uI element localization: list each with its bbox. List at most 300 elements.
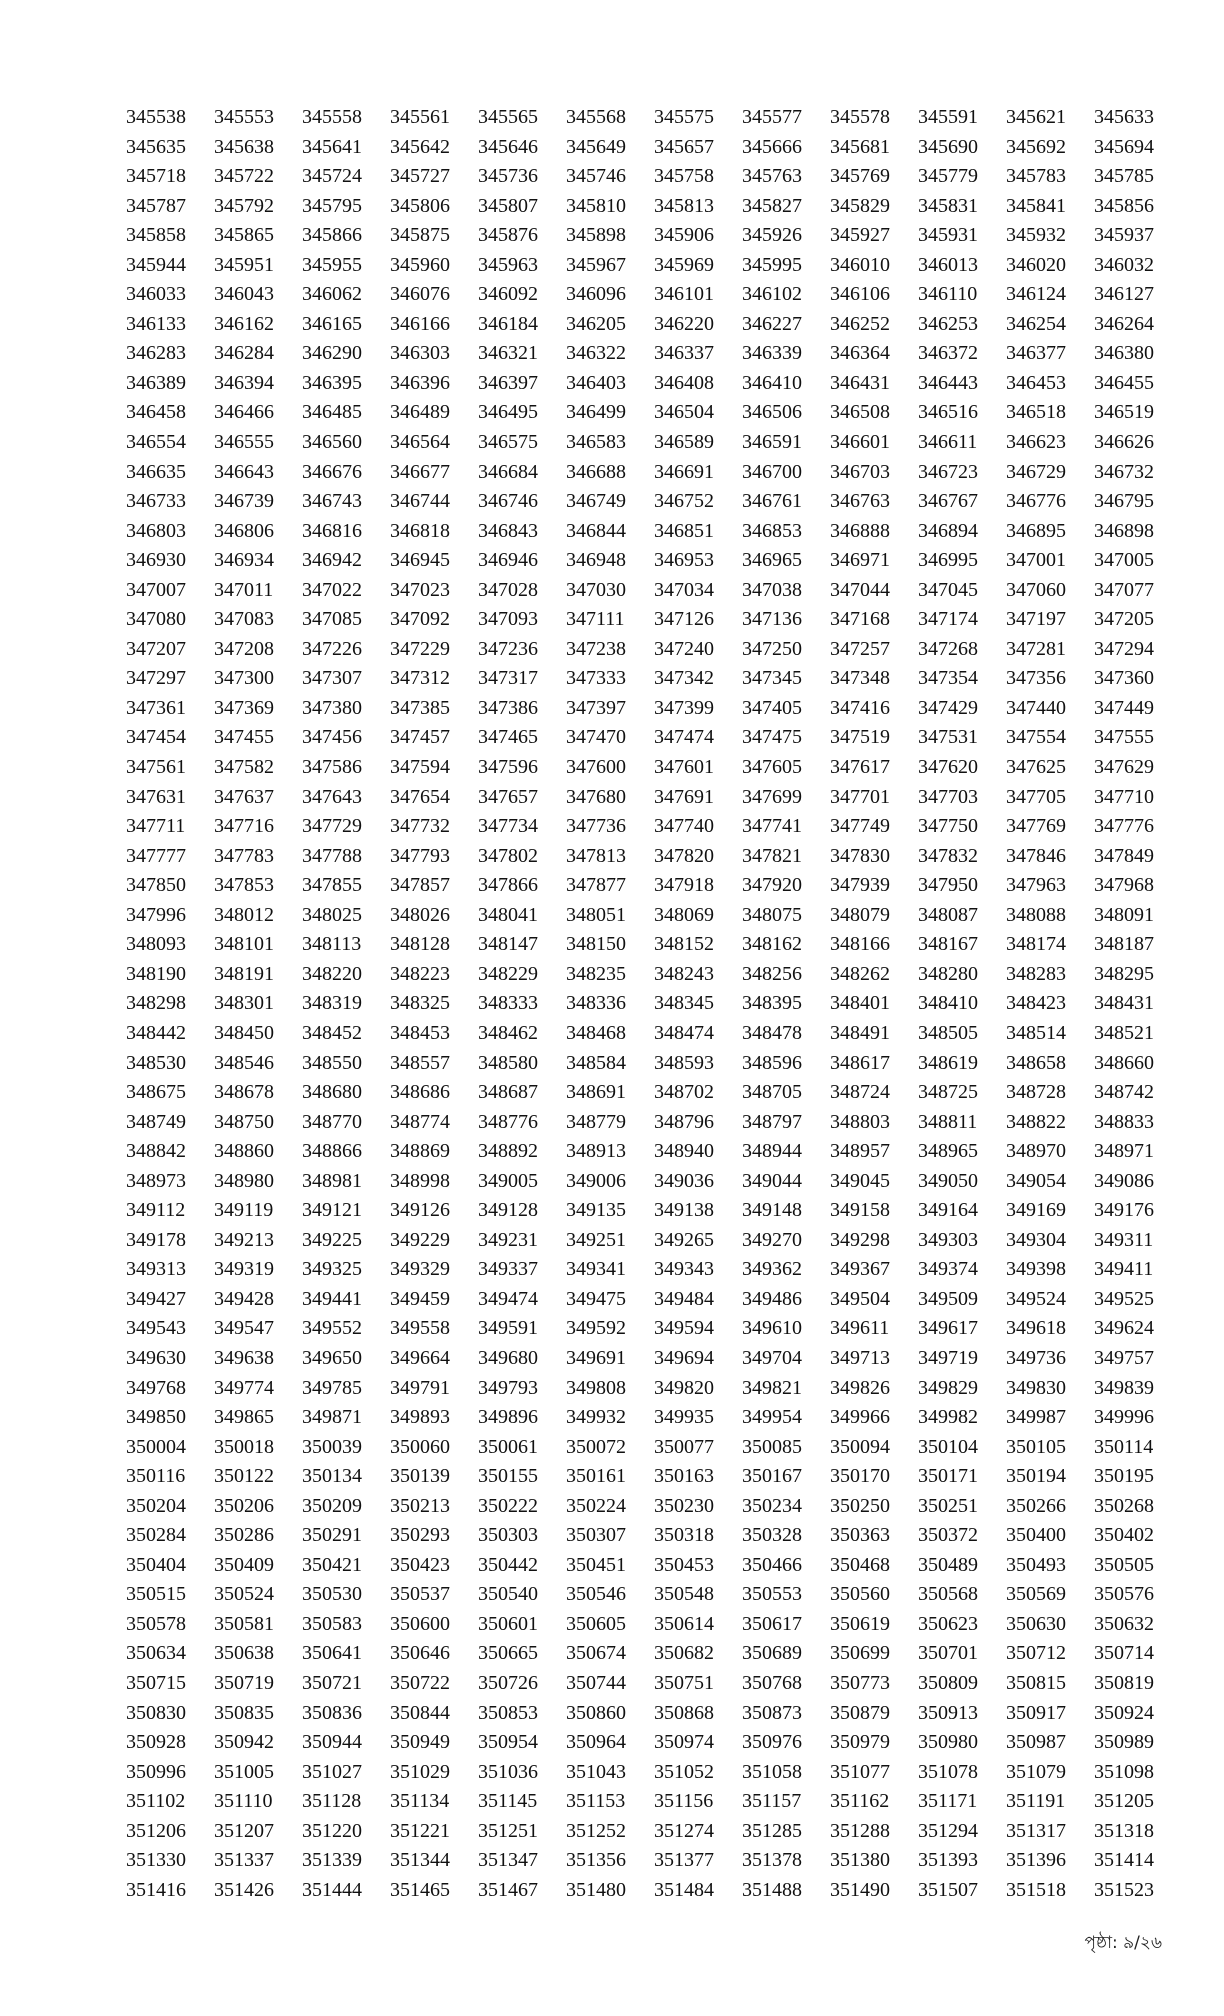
roll-number: 347996 — [126, 903, 186, 926]
roll-number: 346948 — [566, 549, 626, 572]
roll-number: 348491 — [830, 1021, 890, 1044]
roll-number: 346403 — [566, 371, 626, 394]
roll-number: 347399 — [654, 696, 714, 719]
roll-number: 348860 — [214, 1140, 274, 1163]
roll-number: 348079 — [830, 903, 890, 926]
roll-number: 346700 — [742, 460, 802, 483]
roll-number: 345577 — [742, 106, 802, 128]
roll-number: 350155 — [478, 1465, 538, 1488]
roll-number: 346554 — [126, 431, 186, 454]
roll-number: 348087 — [918, 903, 978, 926]
roll-number: 347093 — [478, 608, 538, 631]
roll-number: 345967 — [566, 253, 626, 276]
roll-number: 349757 — [1094, 1346, 1154, 1369]
roll-number: 347333 — [566, 667, 626, 690]
roll-number: 347240 — [654, 637, 714, 660]
roll-number: 345736 — [478, 165, 538, 188]
roll-number: 347092 — [390, 608, 450, 631]
roll-number: 347044 — [830, 578, 890, 601]
roll-number: 346971 — [830, 549, 890, 572]
roll-number: 349865 — [214, 1406, 274, 1429]
roll-number: 348770 — [302, 1110, 362, 1133]
roll-number: 347939 — [830, 874, 890, 897]
roll-number: 349829 — [918, 1376, 978, 1399]
roll-number: 350600 — [390, 1612, 450, 1635]
roll-number: 350251 — [918, 1494, 978, 1517]
roll-number: 347555 — [1094, 726, 1154, 749]
roll-number: 351156 — [654, 1790, 714, 1813]
roll-number: 348584 — [566, 1051, 626, 1074]
roll-number: 348283 — [1006, 962, 1066, 985]
roll-number: 348833 — [1094, 1110, 1154, 1133]
roll-number: 350665 — [478, 1642, 538, 1665]
roll-number: 349474 — [478, 1287, 538, 1310]
roll-number: 351339 — [302, 1849, 362, 1872]
roll-number: 349547 — [214, 1317, 274, 1340]
roll-number: 349791 — [390, 1376, 450, 1399]
roll-number-grid — [126, 103, 1166, 1905]
roll-number: 350489 — [918, 1553, 978, 1576]
roll-number: 350363 — [830, 1524, 890, 1547]
roll-number: 349006 — [566, 1169, 626, 1192]
roll-number: 350291 — [302, 1524, 362, 1547]
roll-number: 346591 — [742, 431, 802, 454]
roll-number: 349820 — [654, 1376, 714, 1399]
roll-number: 346395 — [302, 371, 362, 394]
roll-number: 348981 — [302, 1169, 362, 1192]
roll-number: 350402 — [1094, 1524, 1154, 1547]
roll-number: 347397 — [566, 696, 626, 719]
roll-number: 346102 — [742, 283, 802, 306]
roll-number: 348478 — [742, 1021, 802, 1044]
roll-number: 350250 — [830, 1494, 890, 1517]
roll-number: 349954 — [742, 1406, 802, 1429]
roll-number: 350493 — [1006, 1553, 1066, 1576]
roll-number: 348235 — [566, 962, 626, 985]
roll-number: 349313 — [126, 1258, 186, 1281]
roll-number: 346806 — [214, 519, 274, 542]
roll-number: 351171 — [918, 1790, 978, 1813]
roll-number: 351285 — [742, 1819, 802, 1842]
roll-number: 349319 — [214, 1258, 274, 1281]
roll-number: 346321 — [478, 342, 538, 365]
roll-number: 348750 — [214, 1110, 274, 1133]
roll-number: 349164 — [918, 1199, 978, 1222]
roll-number: 347470 — [566, 726, 626, 749]
roll-number: 348842 — [126, 1140, 186, 1163]
roll-number: 350674 — [566, 1642, 626, 1665]
roll-number: 350268 — [1094, 1494, 1154, 1517]
roll-number: 350540 — [478, 1583, 538, 1606]
roll-number: 350286 — [214, 1524, 274, 1547]
roll-number: 348803 — [830, 1110, 890, 1133]
roll-number: 346101 — [654, 283, 714, 306]
roll-number: 349251 — [566, 1228, 626, 1251]
roll-number: 346508 — [830, 401, 890, 424]
roll-number: 347028 — [478, 578, 538, 601]
roll-number: 350195 — [1094, 1465, 1154, 1488]
roll-number: 350307 — [566, 1524, 626, 1547]
roll-number: 346898 — [1094, 519, 1154, 542]
roll-number: 346283 — [126, 342, 186, 365]
roll-number: 348970 — [1006, 1140, 1066, 1163]
roll-number: 350546 — [566, 1583, 626, 1606]
roll-number: 348091 — [1094, 903, 1154, 926]
roll-number: 351027 — [302, 1760, 362, 1783]
roll-number: 347769 — [1006, 815, 1066, 838]
roll-number: 349893 — [390, 1406, 450, 1429]
roll-number: 346635 — [126, 460, 186, 483]
roll-number: 347386 — [478, 696, 538, 719]
roll-number: 349486 — [742, 1287, 802, 1310]
roll-number: 348678 — [214, 1081, 274, 1104]
roll-number: 345561 — [390, 106, 450, 128]
roll-number: 350719 — [214, 1671, 274, 1694]
roll-number: 350372 — [918, 1524, 978, 1547]
roll-number: 345806 — [390, 194, 450, 217]
roll-number: 348550 — [302, 1051, 362, 1074]
roll-number: 351145 — [478, 1790, 538, 1813]
roll-number: 351128 — [302, 1790, 362, 1813]
roll-number: 346953 — [654, 549, 714, 572]
roll-number: 346410 — [742, 371, 802, 394]
roll-number: 346555 — [214, 431, 274, 454]
roll-number: 349664 — [390, 1346, 450, 1369]
roll-number: 348580 — [478, 1051, 538, 1074]
roll-number: 347083 — [214, 608, 274, 631]
roll-number: 351490 — [830, 1878, 890, 1901]
roll-number: 346733 — [126, 490, 186, 513]
roll-number: 346106 — [830, 283, 890, 306]
roll-number: 350751 — [654, 1671, 714, 1694]
roll-number: 347369 — [214, 696, 274, 719]
roll-number: 350634 — [126, 1642, 186, 1665]
roll-number: 348822 — [1006, 1110, 1066, 1133]
roll-number: 350617 — [742, 1612, 802, 1635]
roll-number: 348190 — [126, 962, 186, 985]
roll-number: 346504 — [654, 401, 714, 424]
roll-number: 347297 — [126, 667, 186, 690]
roll-number: 346389 — [126, 371, 186, 394]
roll-number: 347586 — [302, 756, 362, 779]
roll-number: 348450 — [214, 1021, 274, 1044]
roll-number: 347657 — [478, 785, 538, 808]
roll-number: 345568 — [566, 106, 626, 128]
roll-number: 349303 — [918, 1228, 978, 1251]
roll-number: 346303 — [390, 342, 450, 365]
roll-number: 349768 — [126, 1376, 186, 1399]
roll-number: 345937 — [1094, 224, 1154, 247]
roll-number: 350976 — [742, 1731, 802, 1754]
roll-number: 350114 — [1094, 1435, 1154, 1458]
roll-number: 349036 — [654, 1169, 714, 1192]
roll-number: 346516 — [918, 401, 978, 424]
roll-number: 349691 — [566, 1346, 626, 1369]
roll-number: 348295 — [1094, 962, 1154, 985]
roll-number: 350039 — [302, 1435, 362, 1458]
roll-number: 350018 — [214, 1435, 274, 1458]
roll-number: 346888 — [830, 519, 890, 542]
roll-number: 350170 — [830, 1465, 890, 1488]
roll-number: 350581 — [214, 1612, 274, 1635]
roll-number: 348162 — [742, 933, 802, 956]
roll-number: 346626 — [1094, 431, 1154, 454]
roll-number: 347596 — [478, 756, 538, 779]
roll-number: 348596 — [742, 1051, 802, 1074]
roll-number: 349337 — [478, 1258, 538, 1281]
roll-number: 348680 — [302, 1081, 362, 1104]
roll-number: 347405 — [742, 696, 802, 719]
roll-number: 351029 — [390, 1760, 450, 1783]
roll-number: 347317 — [478, 667, 538, 690]
roll-number: 347813 — [566, 844, 626, 867]
roll-number: 347440 — [1006, 696, 1066, 719]
roll-number: 346995 — [918, 549, 978, 572]
roll-number: 349121 — [302, 1199, 362, 1222]
roll-number: 345635 — [126, 135, 186, 158]
roll-number: 350576 — [1094, 1583, 1154, 1606]
roll-number: 348779 — [566, 1110, 626, 1133]
roll-number: 351356 — [566, 1849, 626, 1872]
roll-number: 350682 — [654, 1642, 714, 1665]
roll-number: 351098 — [1094, 1760, 1154, 1783]
roll-number: 347474 — [654, 726, 714, 749]
roll-number: 351444 — [302, 1878, 362, 1901]
roll-number: 345969 — [654, 253, 714, 276]
roll-number: 348728 — [1006, 1081, 1066, 1104]
roll-number: 349680 — [478, 1346, 538, 1369]
roll-number: 347620 — [918, 756, 978, 779]
roll-number: 346677 — [390, 460, 450, 483]
roll-number: 346495 — [478, 401, 538, 424]
roll-number: 346431 — [830, 371, 890, 394]
roll-number: 351207 — [214, 1819, 274, 1842]
roll-number: 345638 — [214, 135, 274, 158]
roll-number: 347531 — [918, 726, 978, 749]
roll-number: 347136 — [742, 608, 802, 631]
roll-number: 349694 — [654, 1346, 714, 1369]
roll-number: 347701 — [830, 785, 890, 808]
roll-number: 347034 — [654, 578, 714, 601]
roll-number: 345841 — [1006, 194, 1066, 217]
roll-number: 350442 — [478, 1553, 538, 1576]
roll-number: 351134 — [390, 1790, 450, 1813]
roll-number: 345876 — [478, 224, 538, 247]
roll-number: 350194 — [1006, 1465, 1066, 1488]
roll-number: 350632 — [1094, 1612, 1154, 1635]
roll-number: 350917 — [1006, 1701, 1066, 1724]
roll-number: 350619 — [830, 1612, 890, 1635]
roll-number: 347038 — [742, 578, 802, 601]
roll-number: 349225 — [302, 1228, 362, 1251]
roll-number: 348660 — [1094, 1051, 1154, 1074]
roll-number: 350721 — [302, 1671, 362, 1694]
roll-number: 348410 — [918, 992, 978, 1015]
roll-number: 348811 — [918, 1110, 978, 1133]
roll-number: 350284 — [126, 1524, 186, 1547]
roll-number: 350072 — [566, 1435, 626, 1458]
roll-number: 350964 — [566, 1731, 626, 1754]
roll-number: 346853 — [742, 519, 802, 542]
roll-number: 348593 — [654, 1051, 714, 1074]
roll-number: 350466 — [742, 1553, 802, 1576]
roll-number: 350234 — [742, 1494, 802, 1517]
roll-number: 349398 — [1006, 1258, 1066, 1281]
roll-number: 347877 — [566, 874, 626, 897]
roll-number: 348462 — [478, 1021, 538, 1044]
roll-number: 346851 — [654, 519, 714, 542]
roll-number: 346043 — [214, 283, 274, 306]
roll-number: 351488 — [742, 1878, 802, 1901]
roll-number: 346127 — [1094, 283, 1154, 306]
roll-number: 348229 — [478, 962, 538, 985]
roll-number: 350630 — [1006, 1612, 1066, 1635]
roll-number: 346337 — [654, 342, 714, 365]
roll-number: 350836 — [302, 1701, 362, 1724]
roll-number: 348892 — [478, 1140, 538, 1163]
roll-number: 348749 — [126, 1110, 186, 1133]
roll-number: 345657 — [654, 135, 714, 158]
roll-number: 351426 — [214, 1878, 274, 1901]
roll-number: 345783 — [1006, 165, 1066, 188]
roll-number: 347788 — [302, 844, 362, 867]
roll-number: 351191 — [1006, 1790, 1066, 1813]
roll-number: 348431 — [1094, 992, 1154, 1015]
roll-number: 348345 — [654, 992, 714, 1015]
roll-number: 348262 — [830, 962, 890, 985]
roll-number: 348147 — [478, 933, 538, 956]
roll-number: 350569 — [1006, 1583, 1066, 1606]
roll-number: 350104 — [918, 1435, 978, 1458]
roll-number: 347300 — [214, 667, 274, 690]
roll-number: 347783 — [214, 844, 274, 867]
roll-number: 347348 — [830, 667, 890, 690]
roll-number: 347281 — [1006, 637, 1066, 660]
roll-number: 350409 — [214, 1553, 274, 1576]
roll-number: 350689 — [742, 1642, 802, 1665]
roll-number: 348026 — [390, 903, 450, 926]
roll-number: 349509 — [918, 1287, 978, 1310]
roll-number: 346744 — [390, 490, 450, 513]
roll-number: 347918 — [654, 874, 714, 897]
roll-number: 348944 — [742, 1140, 802, 1163]
roll-number: 351157 — [742, 1790, 802, 1813]
roll-number: 347741 — [742, 815, 802, 838]
roll-number: 349736 — [1006, 1346, 1066, 1369]
roll-number: 349719 — [918, 1346, 978, 1369]
roll-number: 350638 — [214, 1642, 274, 1665]
roll-number: 351416 — [126, 1878, 186, 1901]
roll-number: 348336 — [566, 992, 626, 1015]
roll-number: 349638 — [214, 1346, 274, 1369]
roll-number: 347625 — [1006, 756, 1066, 779]
roll-number: 346455 — [1094, 371, 1154, 394]
roll-number: 349005 — [478, 1169, 538, 1192]
roll-number: 345692 — [1006, 135, 1066, 158]
roll-number: 346519 — [1094, 401, 1154, 424]
roll-number: 347849 — [1094, 844, 1154, 867]
roll-number: 346466 — [214, 401, 274, 424]
roll-number: 351507 — [918, 1878, 978, 1901]
roll-number: 345792 — [214, 194, 274, 217]
roll-number: 348530 — [126, 1051, 186, 1074]
roll-number: 347174 — [918, 608, 978, 631]
roll-number: 349325 — [302, 1258, 362, 1281]
roll-number: 350979 — [830, 1731, 890, 1754]
roll-number: 348658 — [1006, 1051, 1066, 1074]
roll-number: 348521 — [1094, 1021, 1154, 1044]
roll-number: 346965 — [742, 549, 802, 572]
roll-number: 350868 — [654, 1701, 714, 1724]
roll-number: 349231 — [478, 1228, 538, 1251]
roll-number: 346396 — [390, 371, 450, 394]
roll-number: 346489 — [390, 401, 450, 424]
roll-number: 347380 — [302, 696, 362, 719]
roll-number: 348075 — [742, 903, 802, 926]
roll-number: 347449 — [1094, 696, 1154, 719]
roll-number: 347361 — [126, 696, 186, 719]
roll-number: 350578 — [126, 1612, 186, 1635]
roll-number: 347022 — [302, 578, 362, 601]
roll-number: 350163 — [654, 1465, 714, 1488]
roll-number: 350568 — [918, 1583, 978, 1606]
roll-number: 349871 — [302, 1406, 362, 1429]
roll-number: 347238 — [566, 637, 626, 660]
roll-number: 348325 — [390, 992, 450, 1015]
roll-number: 349158 — [830, 1199, 890, 1222]
roll-number: 346946 — [478, 549, 538, 572]
roll-number: 345927 — [830, 224, 890, 247]
roll-number: 348298 — [126, 992, 186, 1015]
roll-number: 350421 — [302, 1553, 362, 1576]
roll-number: 346133 — [126, 312, 186, 335]
roll-number: 347454 — [126, 726, 186, 749]
roll-number: 345649 — [566, 135, 626, 158]
roll-number: 347963 — [1006, 874, 1066, 897]
roll-number: 350171 — [918, 1465, 978, 1488]
roll-number: 346601 — [830, 431, 890, 454]
roll-number: 350844 — [390, 1701, 450, 1724]
roll-number: 350614 — [654, 1612, 714, 1635]
roll-number: 350715 — [126, 1671, 186, 1694]
roll-number: 347126 — [654, 608, 714, 631]
roll-number: 345963 — [478, 253, 538, 276]
roll-number: 347600 — [566, 756, 626, 779]
roll-number: 348191 — [214, 962, 274, 985]
roll-number: 345813 — [654, 194, 714, 217]
roll-number: 348742 — [1094, 1081, 1154, 1104]
roll-number: 348453 — [390, 1021, 450, 1044]
roll-number: 351005 — [214, 1760, 274, 1783]
roll-number: 348724 — [830, 1081, 890, 1104]
roll-number: 350400 — [1006, 1524, 1066, 1547]
roll-number: 351414 — [1094, 1849, 1154, 1872]
roll-number: 346676 — [302, 460, 362, 483]
roll-number: 345646 — [478, 135, 538, 158]
roll-number: 347582 — [214, 756, 274, 779]
roll-number: 348797 — [742, 1110, 802, 1133]
roll-number: 347710 — [1094, 785, 1154, 808]
roll-number: 350726 — [478, 1671, 538, 1694]
roll-number: 351523 — [1094, 1878, 1154, 1901]
roll-number: 350809 — [918, 1671, 978, 1694]
roll-number: 350266 — [1006, 1494, 1066, 1517]
roll-number: 351393 — [918, 1849, 978, 1872]
roll-number: 346575 — [478, 431, 538, 454]
roll-number: 345831 — [918, 194, 978, 217]
roll-number: 349054 — [1006, 1169, 1066, 1192]
roll-number: 345898 — [566, 224, 626, 247]
